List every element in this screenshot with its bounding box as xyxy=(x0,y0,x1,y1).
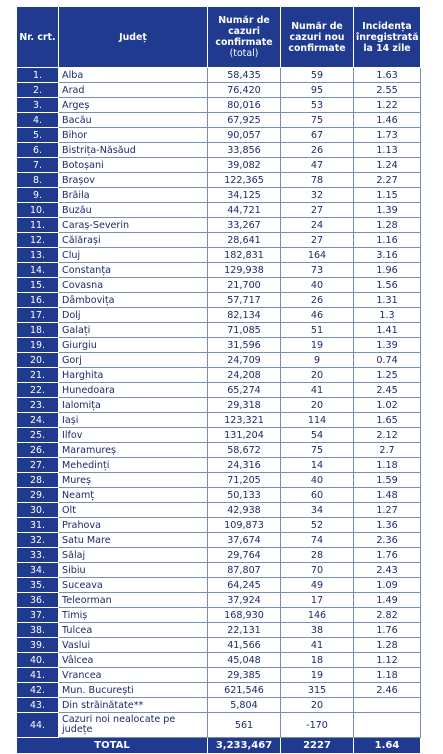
row-incidence: 3.16 xyxy=(354,248,421,263)
table-row xyxy=(17,398,421,413)
row-judet: Buzău xyxy=(59,203,208,218)
row-judet: Sălaj xyxy=(59,548,208,563)
table-row xyxy=(17,428,421,443)
row-new-cases: 26 xyxy=(281,293,354,308)
row-judet: Caraș-Severin xyxy=(59,218,208,233)
row-incidence: 2.46 xyxy=(354,683,421,698)
table-row xyxy=(17,563,421,578)
table-row xyxy=(17,578,421,593)
row-incidence: 1.18 xyxy=(354,458,421,473)
row-total-cases: 37,674 xyxy=(208,533,281,548)
row-nr: 14. xyxy=(17,263,59,278)
row-incidence: 1.39 xyxy=(354,203,421,218)
row-new-cases: 73 xyxy=(281,263,354,278)
row-new-cases: 19 xyxy=(281,668,354,683)
row-incidence: 1.12 xyxy=(354,653,421,668)
row-total-cases: 182,831 xyxy=(208,248,281,263)
table-row xyxy=(17,158,421,173)
row-new-cases: 20 xyxy=(281,698,354,713)
table-row xyxy=(17,443,421,458)
row-total-cases: 109,873 xyxy=(208,518,281,533)
row-nr: 29. xyxy=(17,488,59,503)
row-total-cases: 5,804 xyxy=(208,698,281,713)
row-judet: Vâlcea xyxy=(59,653,208,668)
row-new-cases: 32 xyxy=(281,188,354,203)
row-new-cases: 54 xyxy=(281,428,354,443)
row-judet: Cazuri noi nealocate pe județe xyxy=(59,713,208,738)
row-nr: 15. xyxy=(17,278,59,293)
row-nr: 30. xyxy=(17,503,59,518)
row-total-cases: 24,316 xyxy=(208,458,281,473)
header-total-label: Număr de cazuri confirmate xyxy=(215,15,273,48)
row-judet: Bistrița-Năsăud xyxy=(59,143,208,158)
row-judet: Gorj xyxy=(59,353,208,368)
row-nr: 10. xyxy=(17,203,59,218)
table-row xyxy=(17,218,421,233)
table-body xyxy=(17,68,421,738)
row-total-cases: 621,546 xyxy=(208,683,281,698)
row-judet: Bacău xyxy=(59,113,208,128)
table-row xyxy=(17,368,421,383)
row-judet: Sibiu xyxy=(59,563,208,578)
row-judet: Timiș xyxy=(59,608,208,623)
row-nr: 34. xyxy=(17,563,59,578)
row-judet: Hunedoara xyxy=(59,383,208,398)
row-total-cases: 24,208 xyxy=(208,368,281,383)
table-row xyxy=(17,128,421,143)
row-nr: 19. xyxy=(17,338,59,353)
row-new-cases: 24 xyxy=(281,218,354,233)
row-judet: Din străinătate** xyxy=(59,698,208,713)
row-nr: 1. xyxy=(17,68,59,83)
total-row xyxy=(17,738,421,754)
row-nr: 27. xyxy=(17,458,59,473)
row-incidence: 1.25 xyxy=(354,368,421,383)
row-incidence: 1.39 xyxy=(354,338,421,353)
row-incidence: 1.56 xyxy=(354,278,421,293)
row-nr: 23. xyxy=(17,398,59,413)
row-incidence: 1.3 xyxy=(354,308,421,323)
row-incidence: 1.31 xyxy=(354,293,421,308)
row-incidence: 1.22 xyxy=(354,98,421,113)
row-new-cases: 49 xyxy=(281,578,354,593)
row-incidence: 1.76 xyxy=(354,623,421,638)
row-judet: Vaslui xyxy=(59,638,208,653)
row-new-cases: 60 xyxy=(281,488,354,503)
row-incidence: 1.16 xyxy=(354,233,421,248)
row-judet: Dolj xyxy=(59,308,208,323)
row-new-cases: 20 xyxy=(281,368,354,383)
row-incidence: 1.59 xyxy=(354,473,421,488)
row-incidence: 2.82 xyxy=(354,608,421,623)
row-incidence: 2.7 xyxy=(354,443,421,458)
row-new-cases: 14 xyxy=(281,458,354,473)
row-incidence xyxy=(354,713,421,738)
row-total-cases: 34,125 xyxy=(208,188,281,203)
row-new-cases: 34 xyxy=(281,503,354,518)
table-row xyxy=(17,503,421,518)
row-nr: 35. xyxy=(17,578,59,593)
row-new-cases: 95 xyxy=(281,83,354,98)
row-incidence: 1.49 xyxy=(354,593,421,608)
row-judet: Brăila xyxy=(59,188,208,203)
row-nr: 16. xyxy=(17,293,59,308)
row-nr: 33. xyxy=(17,548,59,563)
row-new-cases: 41 xyxy=(281,638,354,653)
header-total-sub: (total) xyxy=(229,48,259,59)
row-judet: Călărași xyxy=(59,233,208,248)
row-incidence: 1.27 xyxy=(354,503,421,518)
row-total-cases: 122,365 xyxy=(208,173,281,188)
table-row xyxy=(17,68,421,83)
row-nr: 17. xyxy=(17,308,59,323)
row-total-cases: 561 xyxy=(208,713,281,738)
row-incidence: 1.15 xyxy=(354,188,421,203)
row-total-cases: 29,318 xyxy=(208,398,281,413)
row-incidence xyxy=(354,698,421,713)
row-nr: 13. xyxy=(17,248,59,263)
row-incidence: 2.12 xyxy=(354,428,421,443)
row-judet: Botoșani xyxy=(59,158,208,173)
row-new-cases: 47 xyxy=(281,158,354,173)
row-judet: Prahova xyxy=(59,518,208,533)
row-nr: 40. xyxy=(17,653,59,668)
table-row xyxy=(17,323,421,338)
table-row xyxy=(17,593,421,608)
row-incidence: 2.55 xyxy=(354,83,421,98)
row-nr: 24. xyxy=(17,413,59,428)
row-new-cases: -170 xyxy=(281,713,354,738)
row-nr: 37. xyxy=(17,608,59,623)
row-nr: 28. xyxy=(17,473,59,488)
row-new-cases: 74 xyxy=(281,533,354,548)
row-new-cases: 38 xyxy=(281,623,354,638)
row-new-cases: 40 xyxy=(281,278,354,293)
covid-county-table xyxy=(16,6,421,754)
row-new-cases: 51 xyxy=(281,323,354,338)
row-nr: 8. xyxy=(17,173,59,188)
total-new: 2227 xyxy=(281,738,354,754)
row-total-cases: 29,764 xyxy=(208,548,281,563)
total-label: TOTAL xyxy=(17,738,208,754)
row-nr: 25. xyxy=(17,428,59,443)
table-row xyxy=(17,113,421,128)
row-incidence: 1.24 xyxy=(354,158,421,173)
row-judet: Mureș xyxy=(59,473,208,488)
row-new-cases: 164 xyxy=(281,248,354,263)
row-judet: Maramureș xyxy=(59,443,208,458)
row-new-cases: 53 xyxy=(281,98,354,113)
row-nr: 26. xyxy=(17,443,59,458)
row-incidence: 1.13 xyxy=(354,143,421,158)
row-total-cases: 90,057 xyxy=(208,128,281,143)
table-row xyxy=(17,188,421,203)
row-incidence: 0.74 xyxy=(354,353,421,368)
row-nr: 11. xyxy=(17,218,59,233)
table-row xyxy=(17,263,421,278)
row-judet: Iași xyxy=(59,413,208,428)
row-judet: Harghita xyxy=(59,368,208,383)
table-row xyxy=(17,203,421,218)
row-nr: 43. xyxy=(17,698,59,713)
table-row xyxy=(17,623,421,638)
row-new-cases: 75 xyxy=(281,113,354,128)
row-new-cases: 315 xyxy=(281,683,354,698)
row-nr: 2. xyxy=(17,83,59,98)
row-new-cases: 27 xyxy=(281,203,354,218)
row-incidence: 2.45 xyxy=(354,383,421,398)
row-total-cases: 76,420 xyxy=(208,83,281,98)
row-judet: Brașov xyxy=(59,173,208,188)
header-incidence: Incidența înregistrată la 14 zile xyxy=(354,7,421,68)
row-total-cases: 42,938 xyxy=(208,503,281,518)
header-nr: Nr. crt. xyxy=(17,7,59,68)
row-judet: Alba xyxy=(59,68,208,83)
row-total-cases: 58,435 xyxy=(208,68,281,83)
row-total-cases: 71,085 xyxy=(208,323,281,338)
table-row xyxy=(17,518,421,533)
row-nr: 12. xyxy=(17,233,59,248)
row-total-cases: 82,134 xyxy=(208,308,281,323)
table-row xyxy=(17,653,421,668)
row-total-cases: 31,596 xyxy=(208,338,281,353)
table-row xyxy=(17,293,421,308)
row-incidence: 1.36 xyxy=(354,518,421,533)
row-incidence: 1.76 xyxy=(354,548,421,563)
row-total-cases: 41,566 xyxy=(208,638,281,653)
row-total-cases: 37,924 xyxy=(208,593,281,608)
row-judet: Giurgiu xyxy=(59,338,208,353)
header-new: Număr de cazuri nou confirmate xyxy=(281,7,354,68)
row-total-cases: 57,717 xyxy=(208,293,281,308)
row-nr: 39. xyxy=(17,638,59,653)
row-incidence: 1.41 xyxy=(354,323,421,338)
table-row xyxy=(17,548,421,563)
row-nr: 4. xyxy=(17,113,59,128)
row-new-cases: 59 xyxy=(281,68,354,83)
row-total-cases: 129,938 xyxy=(208,263,281,278)
row-total-cases: 24,709 xyxy=(208,353,281,368)
table-row xyxy=(17,98,421,113)
row-total-cases: 87,807 xyxy=(208,563,281,578)
table-row xyxy=(17,353,421,368)
row-judet: Vrancea xyxy=(59,668,208,683)
row-total-cases: 39,082 xyxy=(208,158,281,173)
table-header xyxy=(17,7,421,68)
row-nr: 41. xyxy=(17,668,59,683)
row-nr: 38. xyxy=(17,623,59,638)
row-total-cases: 29,385 xyxy=(208,668,281,683)
row-nr: 31. xyxy=(17,518,59,533)
table-row xyxy=(17,488,421,503)
header-judet: Județ xyxy=(59,7,208,68)
total-incidence: 1.64 xyxy=(354,738,421,754)
table-row xyxy=(17,383,421,398)
row-judet: Constanța xyxy=(59,263,208,278)
table-row xyxy=(17,278,421,293)
row-nr: 21. xyxy=(17,368,59,383)
row-new-cases: 9 xyxy=(281,353,354,368)
row-new-cases: 28 xyxy=(281,548,354,563)
row-new-cases: 26 xyxy=(281,143,354,158)
table-row xyxy=(17,473,421,488)
table-row xyxy=(17,713,421,738)
row-new-cases: 41 xyxy=(281,383,354,398)
row-new-cases: 114 xyxy=(281,413,354,428)
row-judet: Mehedinți xyxy=(59,458,208,473)
table-row xyxy=(17,173,421,188)
row-judet: Dâmbovița xyxy=(59,293,208,308)
row-total-cases: 22,131 xyxy=(208,623,281,638)
table-row xyxy=(17,638,421,653)
header-total xyxy=(208,7,281,68)
row-total-cases: 80,016 xyxy=(208,98,281,113)
row-new-cases: 40 xyxy=(281,473,354,488)
row-judet: Tulcea xyxy=(59,623,208,638)
row-total-cases: 71,205 xyxy=(208,473,281,488)
row-nr: 42. xyxy=(17,683,59,698)
table-row xyxy=(17,143,421,158)
table-row xyxy=(17,83,421,98)
row-total-cases: 65,274 xyxy=(208,383,281,398)
row-nr: 9. xyxy=(17,188,59,203)
table-row xyxy=(17,608,421,623)
row-new-cases: 46 xyxy=(281,308,354,323)
row-judet: Mun. București xyxy=(59,683,208,698)
row-total-cases: 44,721 xyxy=(208,203,281,218)
row-nr: 20. xyxy=(17,353,59,368)
row-incidence: 2.36 xyxy=(354,533,421,548)
row-total-cases: 28,641 xyxy=(208,233,281,248)
row-incidence: 1.48 xyxy=(354,488,421,503)
row-total-cases: 33,856 xyxy=(208,143,281,158)
row-total-cases: 21,700 xyxy=(208,278,281,293)
table-row xyxy=(17,413,421,428)
row-total-cases: 64,245 xyxy=(208,578,281,593)
row-judet: Argeș xyxy=(59,98,208,113)
row-judet: Covasna xyxy=(59,278,208,293)
row-judet: Teleorman xyxy=(59,593,208,608)
row-nr: 5. xyxy=(17,128,59,143)
row-incidence: 2.43 xyxy=(354,563,421,578)
row-nr: 3. xyxy=(17,98,59,113)
row-judet: Galați xyxy=(59,323,208,338)
row-nr: 36. xyxy=(17,593,59,608)
row-total-cases: 58,672 xyxy=(208,443,281,458)
row-nr: 6. xyxy=(17,143,59,158)
row-new-cases: 17 xyxy=(281,593,354,608)
row-new-cases: 52 xyxy=(281,518,354,533)
row-new-cases: 18 xyxy=(281,653,354,668)
row-incidence: 2.27 xyxy=(354,173,421,188)
row-total-cases: 45,048 xyxy=(208,653,281,668)
row-incidence: 1.96 xyxy=(354,263,421,278)
row-incidence: 1.65 xyxy=(354,413,421,428)
row-total-cases: 33,267 xyxy=(208,218,281,233)
row-incidence: 1.28 xyxy=(354,638,421,653)
table-row xyxy=(17,533,421,548)
row-judet: Olt xyxy=(59,503,208,518)
table-row xyxy=(17,698,421,713)
row-incidence: 1.63 xyxy=(354,68,421,83)
table-row xyxy=(17,458,421,473)
row-nr: 22. xyxy=(17,383,59,398)
table-row xyxy=(17,248,421,263)
row-incidence: 1.28 xyxy=(354,218,421,233)
row-new-cases: 67 xyxy=(281,128,354,143)
row-new-cases: 27 xyxy=(281,233,354,248)
row-judet: Cluj xyxy=(59,248,208,263)
row-total-cases: 67,925 xyxy=(208,113,281,128)
row-judet: Suceava xyxy=(59,578,208,593)
row-new-cases: 20 xyxy=(281,398,354,413)
row-new-cases: 19 xyxy=(281,338,354,353)
row-incidence: 1.73 xyxy=(354,128,421,143)
row-judet: Satu Mare xyxy=(59,533,208,548)
row-total-cases: 168,930 xyxy=(208,608,281,623)
row-incidence: 1.18 xyxy=(354,668,421,683)
table-row xyxy=(17,668,421,683)
row-nr: 18. xyxy=(17,323,59,338)
row-new-cases: 75 xyxy=(281,443,354,458)
row-judet: Bihor xyxy=(59,128,208,143)
table-row xyxy=(17,338,421,353)
row-judet: Ialomița xyxy=(59,398,208,413)
row-incidence: 1.46 xyxy=(354,113,421,128)
row-nr: 7. xyxy=(17,158,59,173)
row-judet: Ilfov xyxy=(59,428,208,443)
row-nr: 32. xyxy=(17,533,59,548)
table-row xyxy=(17,308,421,323)
row-new-cases: 78 xyxy=(281,173,354,188)
row-incidence: 1.09 xyxy=(354,578,421,593)
row-judet: Arad xyxy=(59,83,208,98)
row-incidence: 1.02 xyxy=(354,398,421,413)
total-cases: 3,233,467 xyxy=(208,738,281,754)
row-total-cases: 123,321 xyxy=(208,413,281,428)
table-row xyxy=(17,233,421,248)
row-new-cases: 70 xyxy=(281,563,354,578)
table-row xyxy=(17,683,421,698)
row-judet: Neamț xyxy=(59,488,208,503)
row-nr: 44. xyxy=(17,713,59,738)
row-new-cases: 146 xyxy=(281,608,354,623)
row-total-cases: 50,133 xyxy=(208,488,281,503)
row-total-cases: 131,204 xyxy=(208,428,281,443)
